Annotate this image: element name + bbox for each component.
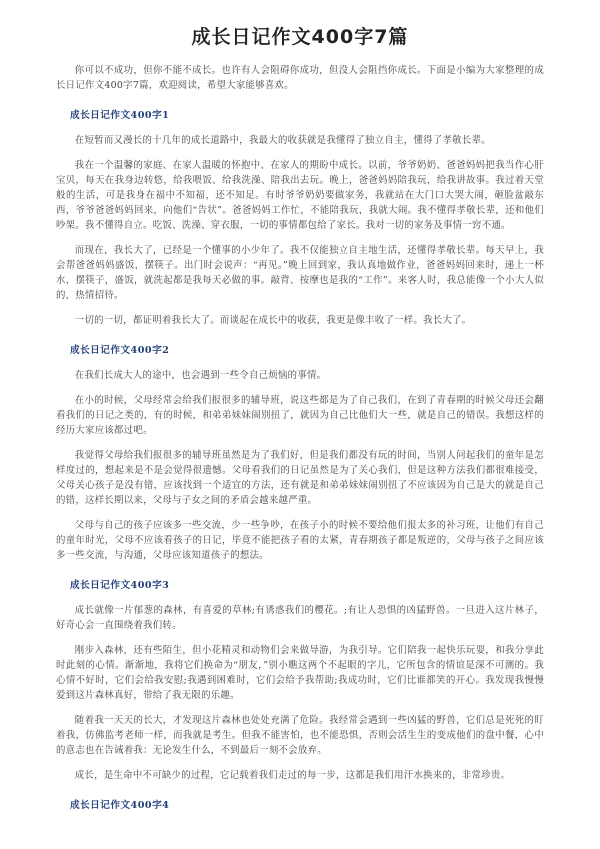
section-heading: 成长日记作文400字4	[70, 800, 170, 811]
section-paragraph: 在小的时候，父母经常会给我们报很多的辅导班，说这些都是为了自己我们，在到了青春期的时候父母还会翻看我们的日记之类的，有的时候，和弟弟妹妹闹别扭了，就因为自己比他们大一些，就是自己的错误。我想这样的经历大家应该都过吧。	[56, 395, 544, 436]
section-paragraph: 刚步入森林，还有些陌生，但小花精灵和动物们会来做导游，为我引导。它们陪我一起快乐玩耍，和我分享此时此刻的心情。渐渐地，我将它们换命为“朋友，”别小瞧这两个不起眼的字儿，它所包含的情谊是深不可测的。我心情不好时，它们会给我安慰;我遇到困难时，它们会给予我帮助;我成功时，它们比谁都笑的开心。我发现我慢慢爱到这片森林真好，带给了我无限的乐趣。	[56, 645, 544, 701]
intro-paragraph: 你可以不成功，但你不能不成长。也许有人会阻碍你成功，但没人会阻挡你成长。下面是小编为大家整理的成长日记作文400字7篇，欢迎阅读，希望大家能够喜欢。	[56, 65, 544, 91]
section-paragraph: 一切的一切，都证明着我长大了。而谈起在成长中的收获，我更是像丰收了一样。我长大了。	[74, 315, 472, 326]
section-paragraph: 父母与自己的孩子应该多一些交流，少一些争吵，在孩子小的时候不要给他们报太多的补习班，让他们有自己的童年时光，父母不应该看孩子的日记，毕竟不能把孩子看的太紧，青春期孩子都是叛逆的，父母与孩子之间应该多一些交流，与沟通，父母应该知道孩子的想法。	[56, 520, 544, 561]
section-heading: 成长日记作文400字2	[70, 345, 170, 356]
section-paragraph: 成长，是生命中不可缺少的过程，它记载着我们走过的每一步，这都是我们用汗水换来的，非常珍贵。	[74, 770, 511, 781]
section-paragraph: 在我们长成大人的途中，也会遇到一些令自己烦恼的事情。	[74, 370, 327, 381]
section-heading: 成长日记作文400字1	[70, 110, 170, 121]
section-4	[56, 797, 544, 811]
section-3	[56, 577, 544, 783]
section-2	[56, 342, 544, 563]
document-title: 成长日记作文400字7篇	[191, 26, 409, 48]
section-paragraph: 我在一个温馨的家庭、在家人温暖的怀抱中、在家人的期盼中成长。以前，爷爷奶奶、爸爸妈妈把我当作心肝宝贝，每天在我身边转悠，给我喂饭、给我洗澡、陪我出去玩。晚上，爸爸妈妈陪我玩，给我讲故事。我过着天堂般的生活，可是我身在福中不知福，还不知足。有时爷爷奶奶要做家务，我就站在大门口大哭大闹，砸脸盆敲东西，爷爷爸爸妈妈回来，向他们“告状”。爸爸妈妈工作忙，不能陪我玩，我就大闹。我不懂得孝敬长辈，还和他们吵架。我不懂得自立。吃饭、洗澡、穿衣服，一切的事情都包给了家长。我对一切的家务及事情一窍不通。	[56, 160, 544, 231]
section-paragraph: 而现在，我长大了，已经是一个懂事的小少年了。我不仅能独立自主地生活，还懂得孝敬长辈。每天早上，我会帮爸爸妈妈盛饭，摆筷子。出门时会说声：“再见。”晚上回到家，我认真地做作业，爸爸妈妈回来时，递上一杯水，摆筷子，盛饭，就洗起都是我每天必做的事。敲背、按摩也是我的“工作”。来客人时，我总能像一个小大人似的，热情招待。	[56, 245, 544, 301]
section-1	[56, 107, 544, 328]
section-heading: 成长日记作文400字3	[70, 580, 170, 591]
section-paragraph: 在短暂而又漫长的十几年的成长道路中，我最大的收获就是我懂得了独立自主，懂得了孝敬长辈。	[74, 135, 491, 146]
section-paragraph: 随着我一天天的长大，才发现这片森林也处处充满了危险。我经常会遇到一些凶猛的野兽，它们总是死死的盯着我，仿佛监考老师一样，而我就是考生。但我不能害怕，也不能恐惧，否则会活生生的变成他们的盘中餐，心中的意志也在告诫着我：无论发生什么，不到最后一刻不会放弃。	[56, 715, 544, 756]
section-paragraph: 我觉得父母给我们报很多的辅导班虽然是为了我们好，但是我们都没有玩的时间，当别人问起我们的童年是怎样度过的，想起来是不是会觉得很遗憾。父母看我们的日记虽然是为了关心我们，但是这种方法我们都很难接受，父母关心孩子是没有错，应该找到一个适宜的方法，还有就是和弟弟妹妹闹别扭了不应该因为自己是大的就是自己的错，这样长期以来，父母与子女之间的矛盾会越来越严重。	[56, 450, 544, 506]
section-paragraph: 成长就像一片郁葱的森林，有喜爱的草林;有诱惑我们的樱花。;有让人恐惧的凶猛野兽。一旦进入这片林子，好奇心会一直围绕着我们转。	[56, 605, 544, 631]
